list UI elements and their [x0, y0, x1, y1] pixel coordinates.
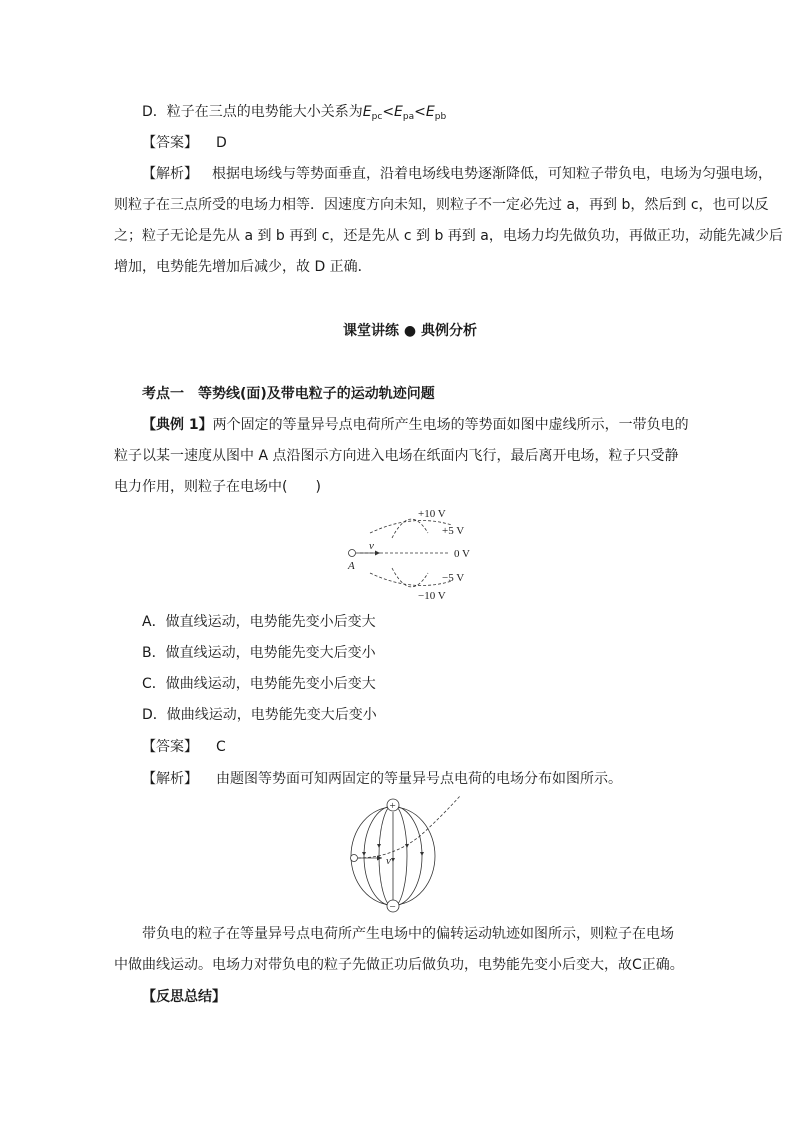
answer-previous — [142, 133, 227, 153]
equipotential-plus10 — [392, 519, 428, 538]
answer — [142, 737, 226, 757]
trajectory-dashed — [358, 796, 460, 858]
velocity-arrowhead-icon — [375, 551, 380, 556]
particle-icon — [349, 550, 356, 557]
equipotential-minus5 — [370, 573, 452, 586]
topic-heading: 考点一 等势线(面)及带电粒子的运动轨迹问题 — [142, 386, 435, 402]
answer-label: 【答案】 — [142, 739, 198, 755]
arrow-icon — [391, 858, 395, 862]
energy-symbol: E — [362, 104, 372, 120]
less-than: < — [414, 104, 426, 120]
option-a: A．做直线运动，电势能先变小后变大 — [142, 614, 376, 630]
bullet-icon: ● — [403, 323, 417, 339]
particle-icon — [351, 855, 358, 862]
analysis-label: 【解析】 — [142, 771, 198, 787]
option-b: B．做直线运动，电势能先变大后变小 — [142, 645, 376, 661]
energy-sub-c: pc — [371, 112, 383, 122]
label-minus10: −10 V — [418, 590, 446, 602]
example-line-2: 粒子以某一速度从图中 A 点沿图示方向进入电场在纸面内飞行，最后离开电场，粒子只受静 — [114, 448, 679, 464]
energy-sub-b: pb — [434, 112, 447, 122]
field-line-svg — [342, 796, 482, 914]
analysis — [142, 769, 622, 789]
field-line-figure — [342, 796, 482, 914]
option-d: D．做曲线运动，电势能先变大后变小 — [142, 707, 377, 723]
energy-symbol: E — [394, 104, 403, 120]
negative-charge-label: − — [389, 901, 396, 913]
conclusion-line-2: 中做曲线运动。电场力对带负电的粒子先做正功后做负功，电势能先变小后变大，故C正确。 — [114, 957, 684, 973]
arrow-icon — [377, 844, 381, 848]
arrow-icon — [420, 852, 424, 856]
energy-symbol: E — [425, 104, 435, 120]
less-than: < — [382, 104, 395, 120]
analysis-text: 由题图等势面可知两固定的等量异号点电荷的电场分布如图所示。 — [216, 771, 622, 787]
analysis-previous-line-2: 则粒子在三点所受的电场力相等．因速度方向未知，则粒子不一定必先过 a，再到 b，然后到 c，也可以反 — [114, 197, 769, 213]
velocity-label: v — [369, 540, 374, 552]
answer-label: 【答案】 — [142, 135, 198, 151]
analysis-previous-line-3: 之；粒子无论是先从 a 到 b 再到 c，还是先从 c 到 b 再到 a，电场力均先做负功，再做正功，动能先减少后 — [114, 228, 783, 244]
option-d-previous — [142, 102, 446, 127]
equipotential-svg — [340, 503, 490, 605]
example-text: 两个固定的等量异号点电荷所产生电场的等势面如图中虚线所示，一带负电的 — [212, 417, 689, 433]
example-line-3: 电力作用，则粒子在电场中( ) — [114, 479, 321, 495]
energy-sub-a: pa — [402, 112, 415, 122]
label-minus5: −5 V — [442, 572, 465, 584]
label-zero: 0 V — [454, 548, 470, 560]
equipotential-plus5 — [370, 521, 452, 534]
point-a-label: A — [348, 560, 355, 572]
analysis-text: 根据电场线与等势面垂直，沿着电场线电势逐渐降低，可知粒子带负电，电场为匀强电场， — [212, 166, 772, 182]
section-title — [343, 321, 477, 341]
analysis-label: 【解析】 — [142, 166, 198, 182]
section-title-right: 典例分析 — [420, 323, 477, 339]
equipotential-minus10 — [392, 568, 428, 587]
label-plus5: +5 V — [442, 525, 465, 537]
arrow-icon — [362, 852, 366, 856]
analysis-previous-line-4: 增加，电势能先增加后减少，故 D 正确． — [114, 259, 372, 275]
answer-value: C — [216, 739, 226, 755]
velocity-arrowhead-icon — [377, 856, 382, 861]
label-plus10: +10 V — [418, 508, 446, 520]
velocity-label: v — [386, 855, 391, 867]
option-d-text: D．粒子在三点的电势能大小关系为 — [142, 104, 363, 120]
section-title-left: 课堂讲练 — [343, 323, 399, 339]
conclusion-line-1: 带负电的粒子在等量异号点电荷所产生电场中的偏转运动轨迹如图所示，则粒子在电场 — [142, 926, 674, 942]
example-line-1 — [142, 415, 689, 435]
analysis-previous-line-1 — [142, 164, 772, 184]
option-c: C．做曲线运动，电势能先变小后变大 — [142, 676, 376, 692]
positive-charge-label: + — [389, 800, 396, 812]
example-tag: 【典例 1】 — [142, 417, 213, 433]
reflection-heading: 【反思总结】 — [142, 989, 226, 1005]
answer-value: D — [216, 135, 227, 151]
equipotential-figure — [340, 503, 490, 605]
